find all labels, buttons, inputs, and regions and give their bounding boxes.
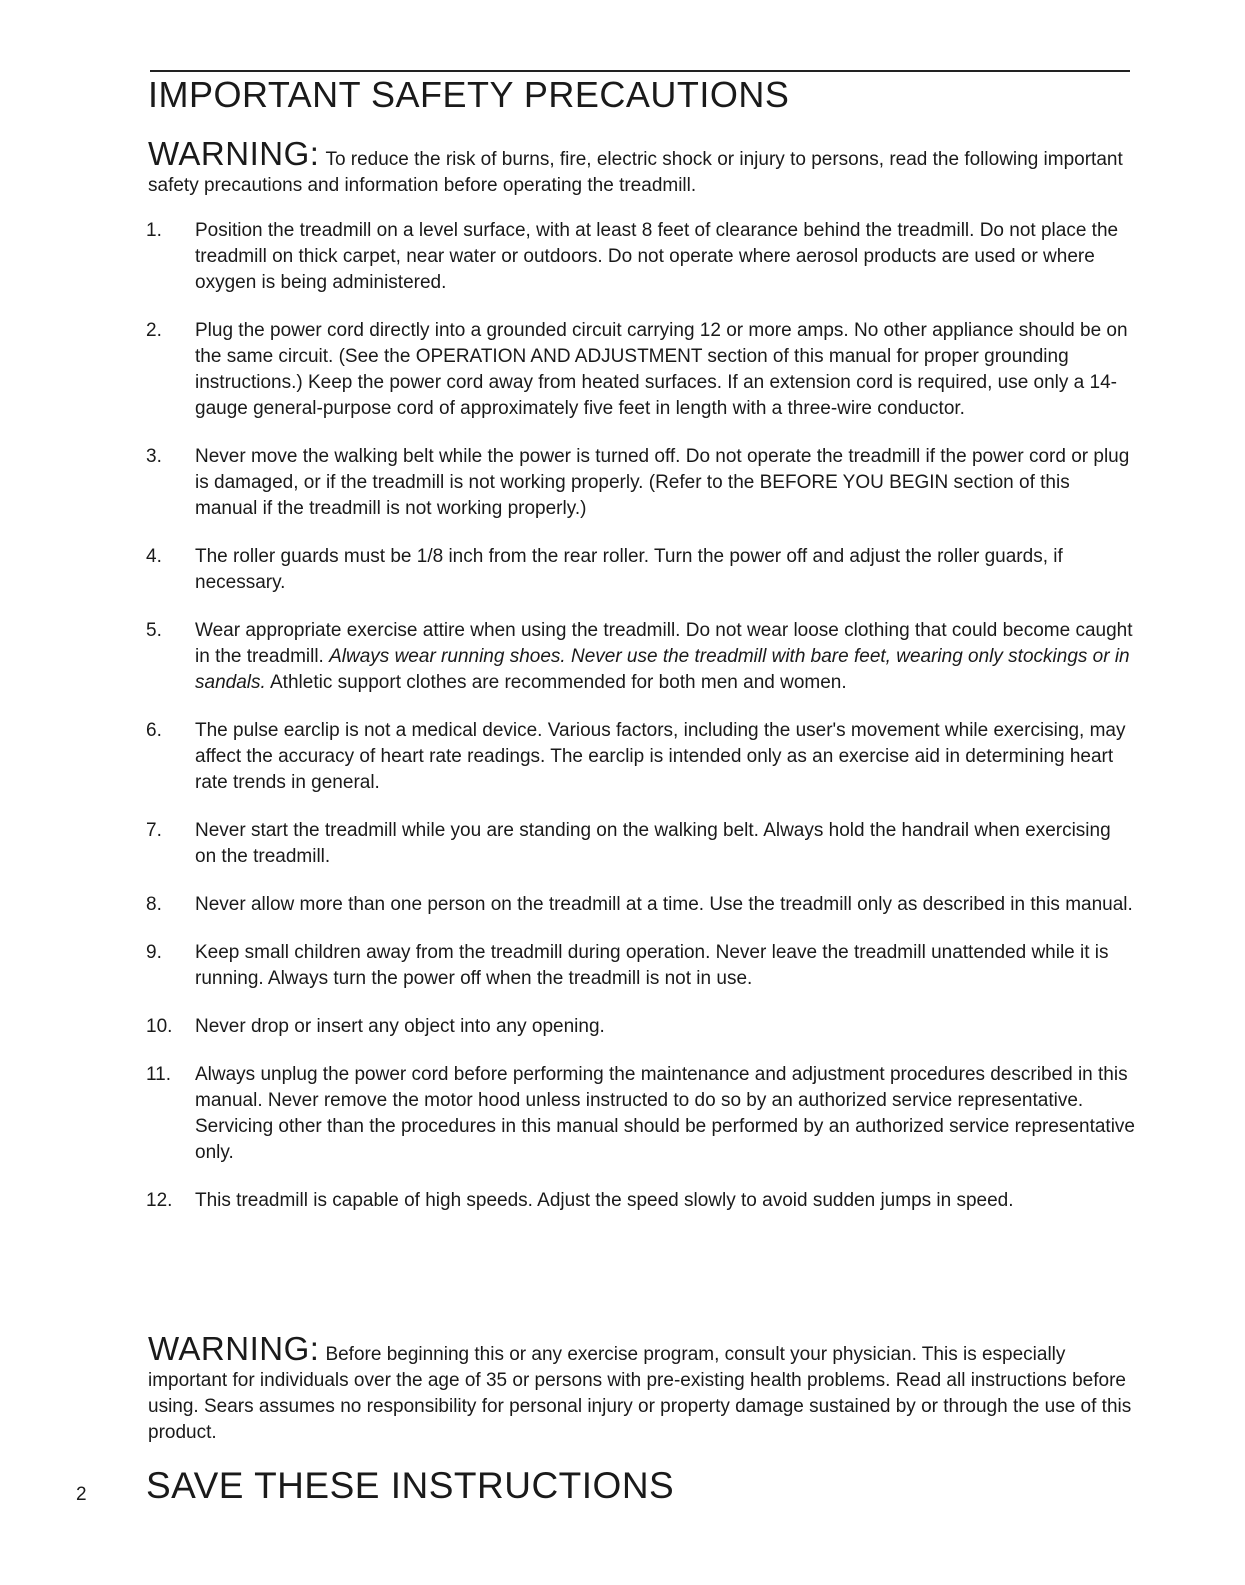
warning-text: To reduce the risk of burns, fire, electric shock or injury to persons, read the following important safety precautions and information before operating the treadmill.	[148, 149, 1123, 196]
page-title: IMPORTANT SAFETY PRECAUTIONS	[148, 74, 790, 115]
warning-text: Before beginning this or any exercise program, consult your physician. This is especially important for individuals over the age of 35 or persons with pre-existing health problems. Read all instructions before using. Sears assumes no responsibility for personal injury or property damage sustained by or through the use of this product.	[148, 1344, 1132, 1443]
warning-keyword: WARNING:	[148, 1330, 320, 1367]
item-number: 8.	[146, 894, 162, 915]
item-text: This treadmill is capable of high speeds. Adjust the speed slowly to avoid sudden jumps in speed.	[195, 1190, 1014, 1211]
header-rule	[150, 70, 1130, 72]
item-text: The pulse earclip is not a medical device. Various factors, including the user's movement while exercising, may affect the accuracy of heart rate readings. The earclip is intended only as an exercise aid in determining heart rate trends in general.	[195, 720, 1126, 793]
item-text: Never allow more than one person on the treadmill at a time. Use the treadmill only as described in this manual.	[195, 894, 1133, 915]
item-number: 11.	[146, 1064, 172, 1085]
list-item	[0, 618, 1245, 696]
list-item	[0, 444, 1245, 522]
page-number: 2	[76, 1484, 87, 1505]
item-text: Plug the power cord directly into a grounded circuit carrying 12 or more amps. No other appliance should be on the same circuit. (See the OPERATION AND ADJUSTMENT section of this manual for proper grounding instructions.) Keep the power cord away from heated surfaces. If an extension cord is required, use only a 14-gauge general-purpose cord of approximately five feet in length with a three-wire conductor.	[195, 320, 1128, 419]
warning-top	[148, 135, 1133, 199]
item-text	[195, 620, 1133, 693]
warning-keyword: WARNING:	[148, 135, 320, 172]
list-item	[0, 940, 1245, 992]
item-number: 1.	[146, 220, 162, 241]
item-text-plain-end: Athletic support clothes are recommended for both men and women.	[265, 672, 847, 693]
item-text: Never move the walking belt while the power is turned off. Do not operate the treadmill if the power cord or plug is damaged, or if the treadmill is not working properly. (Refer to the BEFORE YOU BEGIN section of this manual if the treadmill is not working properly.)	[195, 446, 1130, 519]
item-text: Never start the treadmill while you are standing on the walking belt. Always hold the handrail when exercising on the treadmill.	[195, 820, 1111, 867]
item-number: 9.	[146, 942, 162, 963]
item-text-italic: Always wear running shoes. Never use the treadmill with bare feet, wearing only stockings or in sandals.	[195, 646, 1130, 693]
item-number: 5.	[146, 620, 162, 641]
item-text: Always unplug the power cord before performing the maintenance and adjustment procedures described in this manual. Never remove the motor hood unless instructed to do so by an authorized service representative. Servicing other than the procedures in this manual should be performed by an authorized service representative only.	[195, 1064, 1135, 1163]
warning-bottom	[148, 1330, 1133, 1446]
list-item	[0, 1062, 1245, 1166]
item-number: 4.	[146, 546, 162, 567]
list-item	[0, 318, 1245, 422]
item-text: The roller guards must be 1/8 inch from the rear roller. Turn the power off and adjust the roller guards, if necessary.	[195, 546, 1063, 593]
list-item	[0, 818, 1245, 870]
item-text-plain: Wear appropriate exercise attire when using the treadmill. Do not wear loose clothing that could become caught in the treadmill.	[195, 620, 1133, 667]
item-number: 12.	[146, 1190, 173, 1211]
list-item	[0, 892, 1245, 918]
item-number: 2.	[146, 320, 162, 341]
list-item	[0, 1188, 1245, 1214]
item-number: 7.	[146, 820, 162, 841]
item-number: 3.	[146, 446, 162, 467]
list-item	[0, 718, 1245, 796]
list-item	[0, 1014, 1245, 1040]
item-text: Position the treadmill on a level surface, with at least 8 feet of clearance behind the treadmill. Do not place the treadmill on thick carpet, near water or outdoors. Do not operate where aerosol products are used or where oxygen is being administered.	[195, 220, 1119, 293]
list-item	[0, 218, 1245, 296]
item-text: Keep small children away from the treadmill during operation. Never leave the treadmill unattended while it is running. Always turn the power off when the treadmill is not in use.	[195, 942, 1109, 989]
list-item	[0, 544, 1245, 596]
item-number: 6.	[146, 720, 162, 741]
item-text: Never drop or insert any object into any opening.	[195, 1016, 605, 1037]
item-number: 10.	[146, 1016, 173, 1037]
precautions-list	[0, 218, 1245, 1236]
footer-title: SAVE THESE INSTRUCTIONS	[146, 1465, 675, 1506]
